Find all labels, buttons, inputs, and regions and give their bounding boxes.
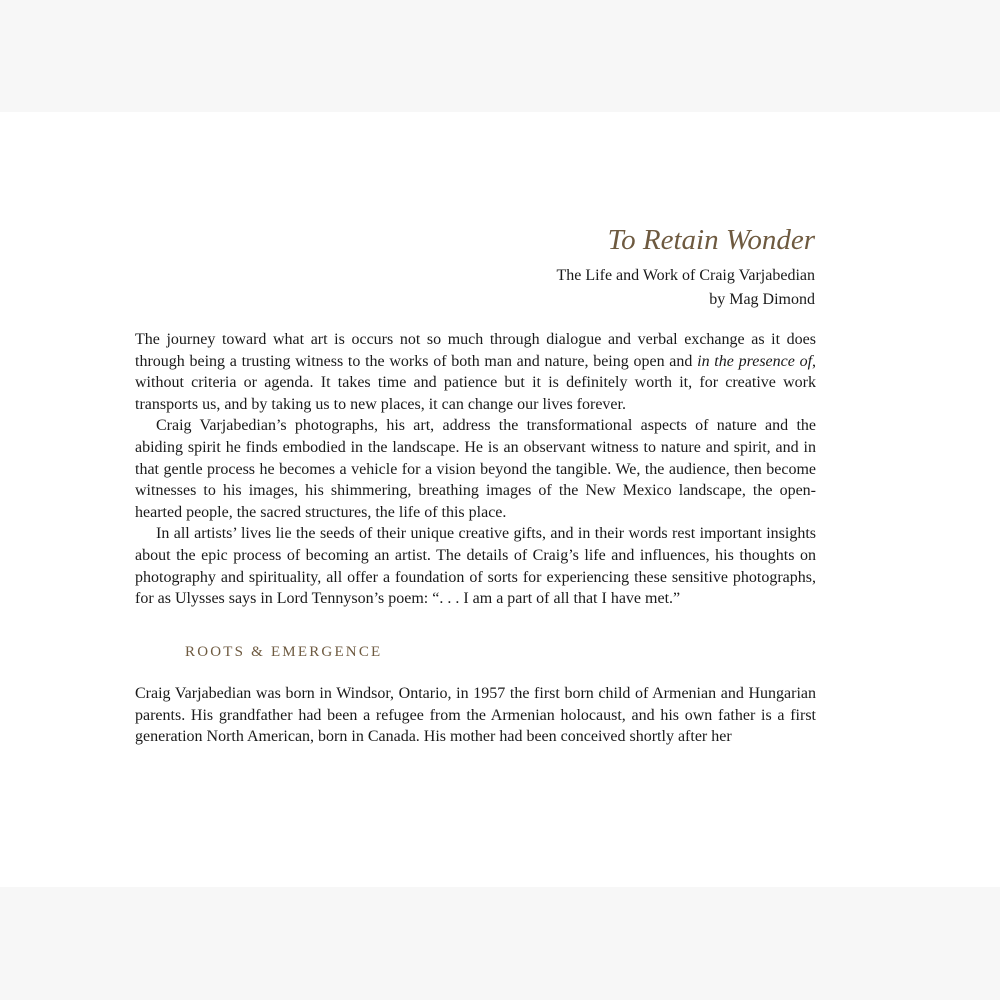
intro-text: [135, 329, 816, 610]
section-text: [135, 683, 816, 748]
document-page: [0, 112, 1000, 887]
article-byline: by Mag Dimond: [709, 291, 815, 308]
intro-paragraph-1-emphasis: in the presence of: [697, 352, 813, 370]
intro-paragraph-3: In all artists’ lives lie the seeds of their unique creative gifts, and in their words rest important insights about the epic process of becoming an artist. The details of Craig’s life and influences, his thoughts on photography and spirituality, all offer a foundation of sorts for experiencing these sensitive photographs, for as Ulysses says in Lord Tennyson’s poem: “. . . I am a part of all that I have met.”: [135, 525, 816, 608]
article-header: [557, 222, 815, 312]
section-paragraph-1: Craig Varjabedian was born in Windsor, Ontario, in 1957 the first born child of Armenian and Hungarian parents. His grandfather had been a refugee from the Armenian holocaust, and his own father is a first generation North American, born in Canada. His mother had been conceived shortly after her: [135, 685, 816, 746]
intro-paragraph-1-end: , without criteria or agenda. It takes time and patience but it is definitely worth it, for creative work transports us, and by taking us to new places, it can change our lives forever.: [135, 352, 817, 413]
intro-paragraph-1-start: The journey toward what art is occurs not so much through dialogue and verbal exchange as it does through being a trusting witness to the works of both man and nature, being open and: [135, 331, 816, 370]
article-subtitle: The Life and Work of Craig Varjabedian: [556, 267, 815, 284]
intro-paragraph-1: [135, 329, 816, 415]
article-title: To Retain Wonder: [607, 224, 815, 256]
section-heading: ROOTS & EMERGENCE: [185, 644, 383, 660]
intro-paragraph-2: Craig Varjabedian’s photographs, his art, address the transformational aspects of nature and the abiding spirit he finds embodied in the landscape. He is an observant witness to nature and spirit, and in that gentle process he becomes a vehicle for a vision beyond the tangible. We, the audience, then become witnesses to his images, his shimmering, breathing images of the New Mexico landscape, the open-hearted people, the sacred structures, the life of this place.: [135, 417, 816, 521]
